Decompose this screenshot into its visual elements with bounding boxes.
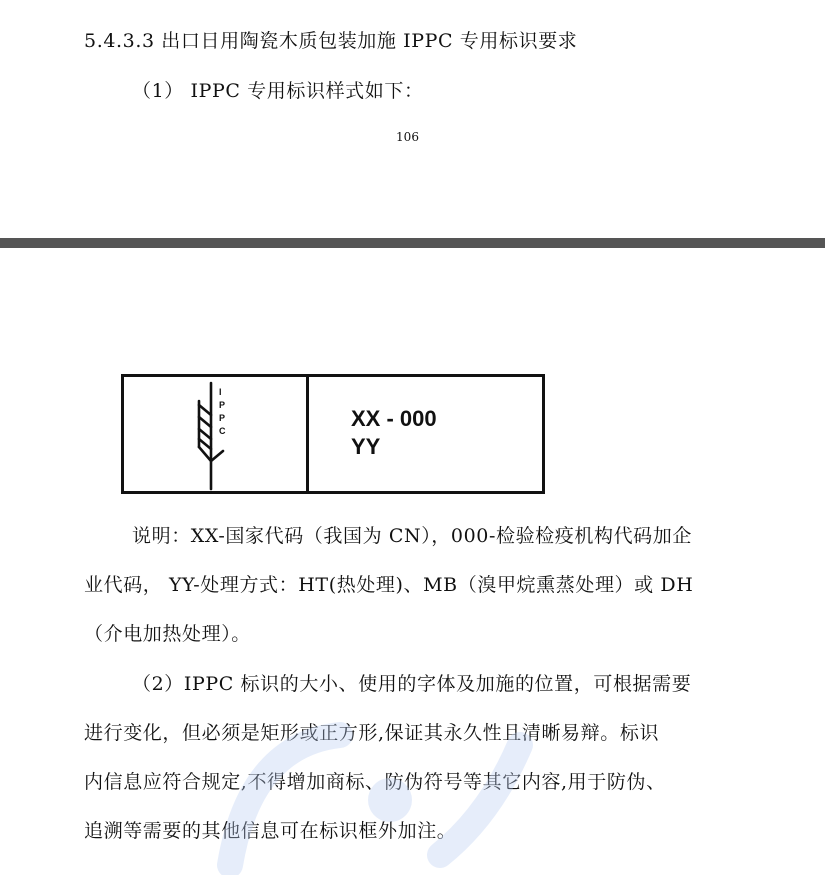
paragraph-line: 业代码， YY-处理方式：HT(热处理)、MB（溴甲烷熏蒸处理）或 DH	[84, 574, 694, 596]
page-separator	[0, 238, 825, 248]
ippc-letter: C	[219, 426, 226, 436]
mark-divider	[306, 377, 309, 491]
paragraph-line: 内信息应符合规定,不得增加商标、防伪符号等其它内容,用于防伪、	[84, 771, 666, 793]
explanation-paragraph	[84, 512, 744, 659]
section-heading: 5.4.3.3 出口日用陶瓷木质包装加施 IPPC 专用标识要求	[84, 30, 578, 52]
ippc-letter: I	[219, 387, 222, 397]
wheat-ear-icon	[186, 381, 236, 491]
paragraph-line: 进行变化，但必须是矩形或正方形,保证其永久性且清晰易辩。标识	[84, 722, 660, 744]
paragraph-line: 追溯等需要的其他信息可在标识框外加注。	[84, 820, 457, 842]
page-number: 106	[396, 130, 419, 144]
ippc-letter: P	[219, 413, 226, 423]
requirements-paragraph	[84, 660, 744, 856]
paragraph-line: 说明：XX-国家代码（我国为 CN），000-检验检疫机构代码加企	[132, 525, 692, 547]
page-top	[0, 0, 825, 238]
mark-code	[351, 405, 437, 461]
paragraph-line: （2）IPPC 标识的大小、使用的字体及加施的位置，可根据需要	[132, 673, 692, 695]
subsection-heading: （1） IPPC 专用标识样式如下：	[132, 80, 424, 102]
paragraph-line: （介电加热处理）。	[84, 623, 251, 645]
ippc-letter: P	[219, 400, 226, 410]
mark-code-line1: XX - 000	[351, 406, 437, 431]
mark-code-line2: YY	[351, 434, 381, 459]
ippc-mark	[121, 374, 545, 494]
